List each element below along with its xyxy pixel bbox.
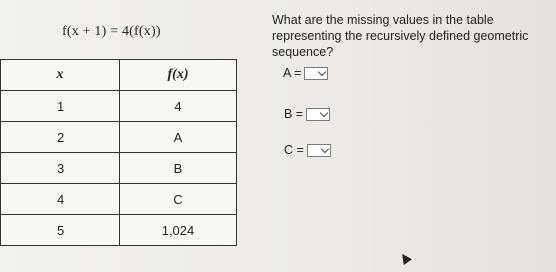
cell-fx: 4 [120, 91, 237, 122]
table-row [1, 153, 237, 184]
table-header-row [1, 60, 237, 91]
answer-a [283, 66, 328, 80]
cell-fx: B [120, 153, 237, 184]
answer-a-label: A = [283, 66, 302, 80]
mouse-cursor-icon [398, 251, 412, 265]
header-fx: f(x) [120, 60, 237, 91]
answer-b-label: B = [284, 107, 304, 121]
cell-x: 3 [1, 153, 120, 184]
cell-x: 5 [1, 215, 120, 246]
cell-fx: 1,024 [120, 215, 237, 246]
answer-c-dropdown[interactable] [307, 144, 331, 157]
answer-c-label: C = [284, 143, 304, 157]
table-row [1, 122, 237, 153]
answer-c [284, 143, 331, 157]
cell-x: 2 [1, 122, 120, 153]
table-row [1, 184, 237, 215]
table-row [1, 91, 237, 122]
cell-fx: C [120, 184, 237, 215]
sequence-table [0, 59, 237, 246]
table-row [1, 215, 237, 246]
chevron-down-icon [318, 67, 326, 75]
answer-a-dropdown[interactable] [304, 67, 328, 80]
cell-x: 1 [1, 91, 120, 122]
header-x: x [1, 60, 120, 91]
recursive-formula: f(x + 1) = 4(f(x)) [62, 24, 161, 39]
question-text: What are the missing values in the table representing the recursively defined geometric sequence? [272, 13, 529, 59]
answer-b [284, 107, 330, 121]
answer-b-dropdown[interactable] [306, 108, 330, 121]
cell-fx: A [120, 122, 237, 153]
cell-x: 4 [1, 184, 120, 215]
chevron-down-icon [321, 144, 329, 152]
chevron-down-icon [320, 108, 328, 116]
